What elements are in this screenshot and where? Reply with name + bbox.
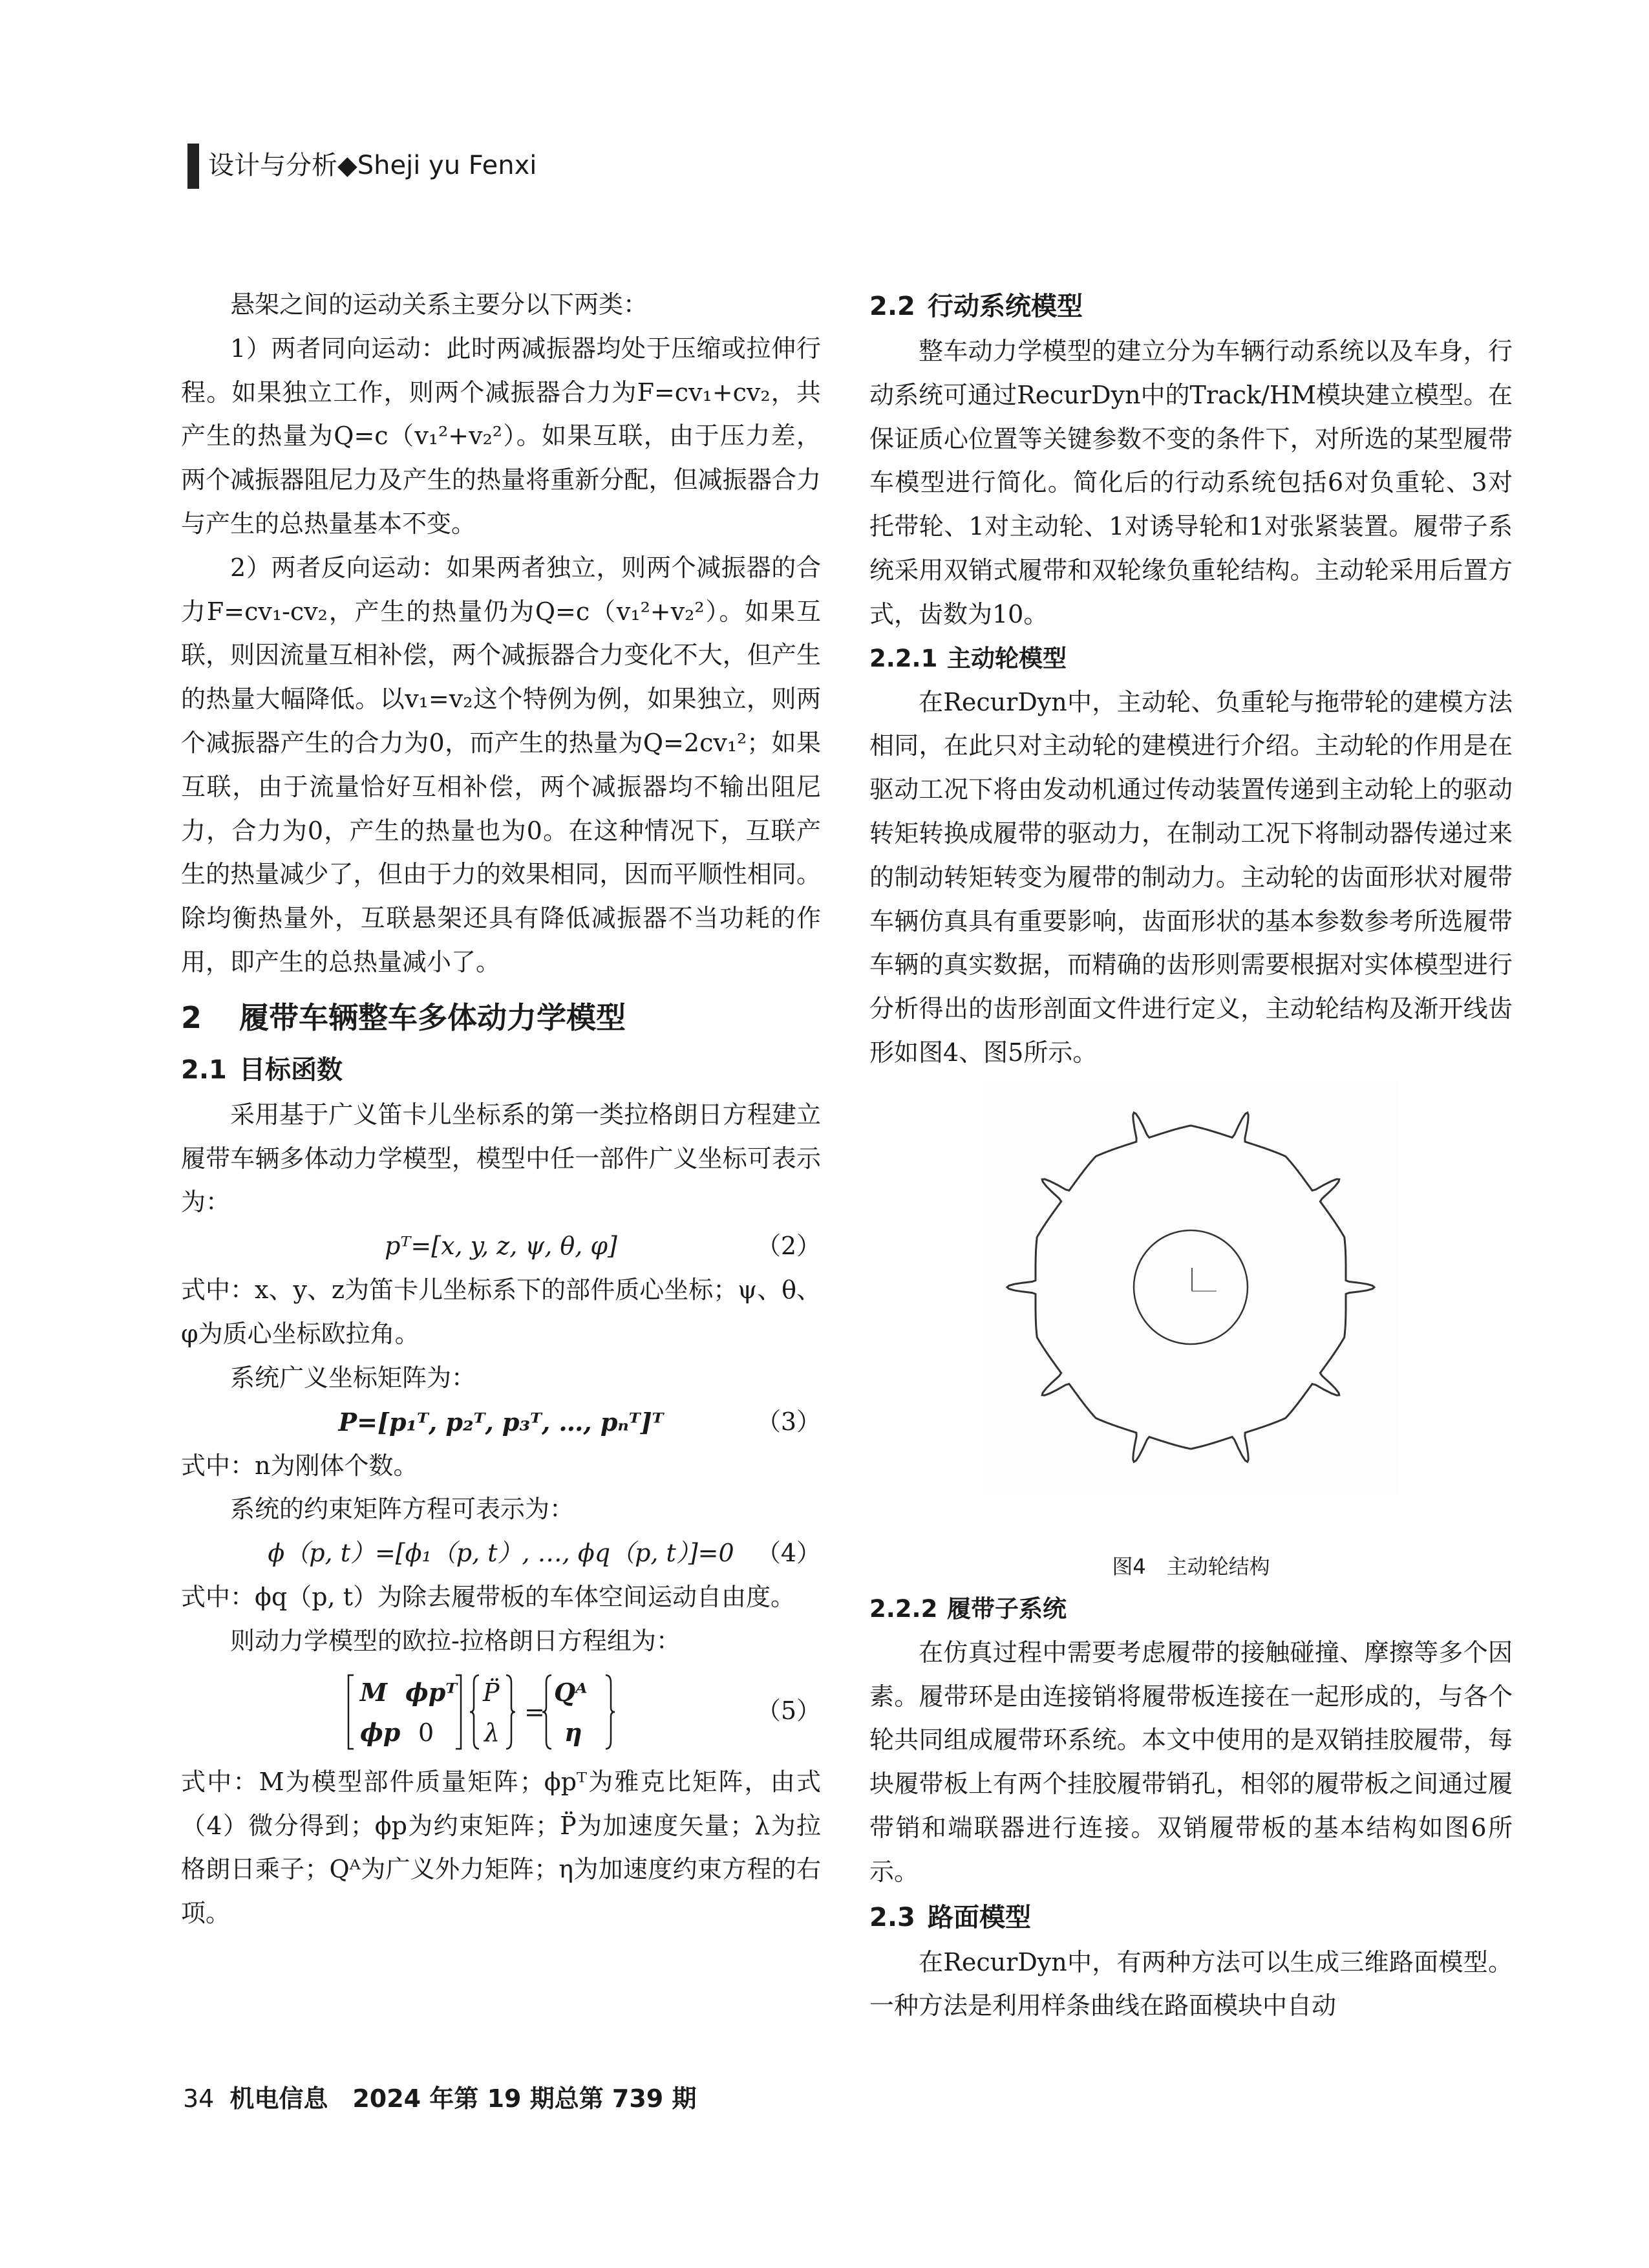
equation-4: [181, 1532, 821, 1576]
paragraph: 式中：ϕq（p, t）为除去履带板的车体空间运动自由度。: [181, 1583, 795, 1612]
equation-2: [181, 1225, 821, 1268]
paragraph: 在RecurDyn中，主动轮、负重轮与拖带轮的建模方法相同，在此只对主动轮的建模进行介绍。主动轮的作用是在驱动工况下将由发动机通过传动装置传递到主动轮上的驱动转矩转换成履带的驱动力，在制动工况下将制动器传递过来的制动转矩转变为履带的制动力。主动轮的齿面形状对履带车辆仿真具有重要影响，齿面形状的基本参数参考所选履带车辆的真实数据，而精确的齿形则需要根据对实体模型进行分析得出的齿形剖面文件进行定义，主动轮结构及渐开线齿形如图4、图5所示。: [869, 687, 1513, 1067]
journal-info: 机电信息 2024 年第 19 期总第 739 期: [229, 2084, 697, 2113]
paragraph: 悬架之间的运动关系主要分以下两类：: [230, 290, 648, 319]
paragraph: 式中：M为模型部件质量矩阵；ϕpᵀ为雅克比矩阵，由式（4）微分得到；ϕp为约束矩阵；P̈为加速度矢量；λ为拉格朗日乘子；Qᴬ为广义外力矩阵；η为加速度约束方程的右项。: [181, 1767, 821, 1928]
section-number: 2.1: [181, 1054, 227, 1085]
matrix-cell: ϕp: [360, 1717, 401, 1747]
section-number: 2.3: [869, 1902, 915, 1932]
subsection-heading: [869, 283, 1513, 330]
section-title: 路面模型: [928, 1902, 1031, 1932]
vector-cell: Qᴬ: [554, 1677, 588, 1707]
subsubsection-heading: [869, 637, 1513, 681]
paragraph: 2）两者反向运动：如果两者独立，则两个减振器的合力F=cv₁-cv₂，产生的热量仍为Q=c（v₁²+v₂²）。如果互联，则因流量互相补偿，两个减振器合力变化不大，但产生的热量大幅降低。以v₁=v₂这个特例为例，如果独立，则两个减振器产生的合力为0，而产生的热量为Q=2cv₁²；如果互联，由于流量恰好互相补偿，两个减振器均不输出阻尼力，合力为0，产生的热量也为0。在这种情况下，互联产生的热量减少了，但由于力的效果相同，因而平顺性相同。除均衡热量外，互联悬架还具有降低减振器不当功耗的作用，即产生的总热量减小了。: [181, 553, 821, 976]
equation-body: ϕ（p, t）=[ϕ₁（p, t）, …, ϕq（p, t）]=0: [268, 1539, 734, 1568]
section-number: 2.2.2: [869, 1594, 938, 1623]
section-number: 2: [181, 1000, 202, 1035]
section-number: 2.2.1: [869, 644, 938, 672]
block-matrix-equation: [346, 1664, 630, 1760]
left-column: [181, 283, 821, 1936]
paragraph: 采用基于广义笛卡儿坐标系的第一类拉格朗日方程建立履带车辆多体动力学模型，模型中任一部件广义坐标可表示为：: [181, 1100, 821, 1217]
paragraph: 在仿真过程中需要考虑履带的接触碰撞、摩擦等多个因素。履带环是由连接销将履带板连接在一起形成的，与各个轮共同组成履带环系统。本文中使用的是双销挂胶履带，每块履带板上有两个挂胶履带销孔，相邻的履带板之间通过履带销和端联器进行连接。双销履带板的基本结构如图6所示。: [869, 1638, 1513, 1886]
section-title: 行动系统模型: [928, 292, 1083, 321]
figure-caption: 图4 主动轮结构: [1112, 1554, 1270, 1579]
section-number: 2.2: [869, 292, 915, 321]
header-bar: [187, 144, 199, 189]
matrix-cell: 0: [418, 1718, 434, 1747]
right-column: [869, 283, 1513, 2028]
paragraph: 式中：x、y、z为笛卡儿坐标系下的部件质心坐标；ψ、θ、φ为质心坐标欧拉角。: [181, 1276, 821, 1348]
paragraph: 系统广义坐标矩阵为：: [230, 1363, 476, 1392]
matrix-cell: ϕpᵀ: [405, 1677, 458, 1707]
equals-sign: =: [524, 1697, 545, 1726]
page-footer: [183, 2081, 696, 2117]
paragraph: 则动力学模型的欧拉-拉格朗日方程组为：: [230, 1626, 681, 1655]
equation-number: （5）: [756, 1696, 821, 1725]
paragraph: 系统的约束矩阵方程可表示为：: [230, 1495, 575, 1524]
section-heading: [181, 989, 821, 1047]
equation-body: P=[p₁ᵀ, p₂ᵀ, p₃ᵀ, …, pₙᵀ]ᵀ: [338, 1407, 664, 1437]
equation-number: （3）: [756, 1407, 821, 1436]
running-header: 设计与分析◆Sheji yu Fenxi: [208, 151, 537, 180]
paragraph: 式中：n为刚体个数。: [181, 1451, 418, 1480]
vector-cell: P̈: [483, 1678, 500, 1707]
equation-body: pᵀ=[x, y, z, ψ, θ, φ]: [385, 1232, 617, 1261]
subsubsection-heading: [869, 1587, 1513, 1631]
page-number: 34: [183, 2084, 215, 2113]
section-title: 主动轮模型: [947, 644, 1067, 672]
vector-cell: λ: [484, 1718, 500, 1747]
section-title: 履带车辆整车多体动力学模型: [239, 1000, 626, 1035]
subsection-heading: [181, 1047, 821, 1093]
paragraph: 整车动力学模型的建立分为车辆行动系统以及车身，行动系统可通过RecurDyn中的Track/HM模块建立模型。在保证质心位置等关键参数不变的条件下，对所选的某型履带车模型进行简化。简化后的行动系统包括6对负重轮、3对托带轮、1对主动轮、1对诱导轮和1对张紧装置。履带子系统采用双销式履带和双轮缘负重轮结构。主动轮采用后置方式，齿数为10。: [869, 337, 1513, 628]
section-title: 履带子系统: [947, 1594, 1067, 1623]
figure-4: [869, 1080, 1513, 1546]
equation-5: [181, 1664, 821, 1760]
section-title: 目标函数: [239, 1054, 343, 1085]
subsection-heading: [869, 1894, 1513, 1941]
matrix-cell: M: [360, 1677, 388, 1707]
vector-cell: η: [564, 1717, 582, 1747]
sprocket-drawing: [983, 1080, 1399, 1494]
paragraph: 在RecurDyn中，有两种方法可以生成三维路面模型。一种方法是利用样条曲线在路面模块中自动: [869, 1947, 1513, 2020]
equation-number: （2）: [756, 1232, 821, 1261]
paragraph: 1）两者同向运动：此时两减振器均处于压缩或拉伸行程。如果独立工作，则两个减振器合力为F=cv₁+cv₂，共产生的热量为Q=c（v₁²+v₂²）。如果互联，由于压力差，两个减振器阻尼力及产生的热量将重新分配，但减振器合力与产生的总热量基本不变。: [181, 334, 821, 538]
equation-number: （4）: [756, 1539, 821, 1568]
equation-3: [181, 1400, 821, 1444]
